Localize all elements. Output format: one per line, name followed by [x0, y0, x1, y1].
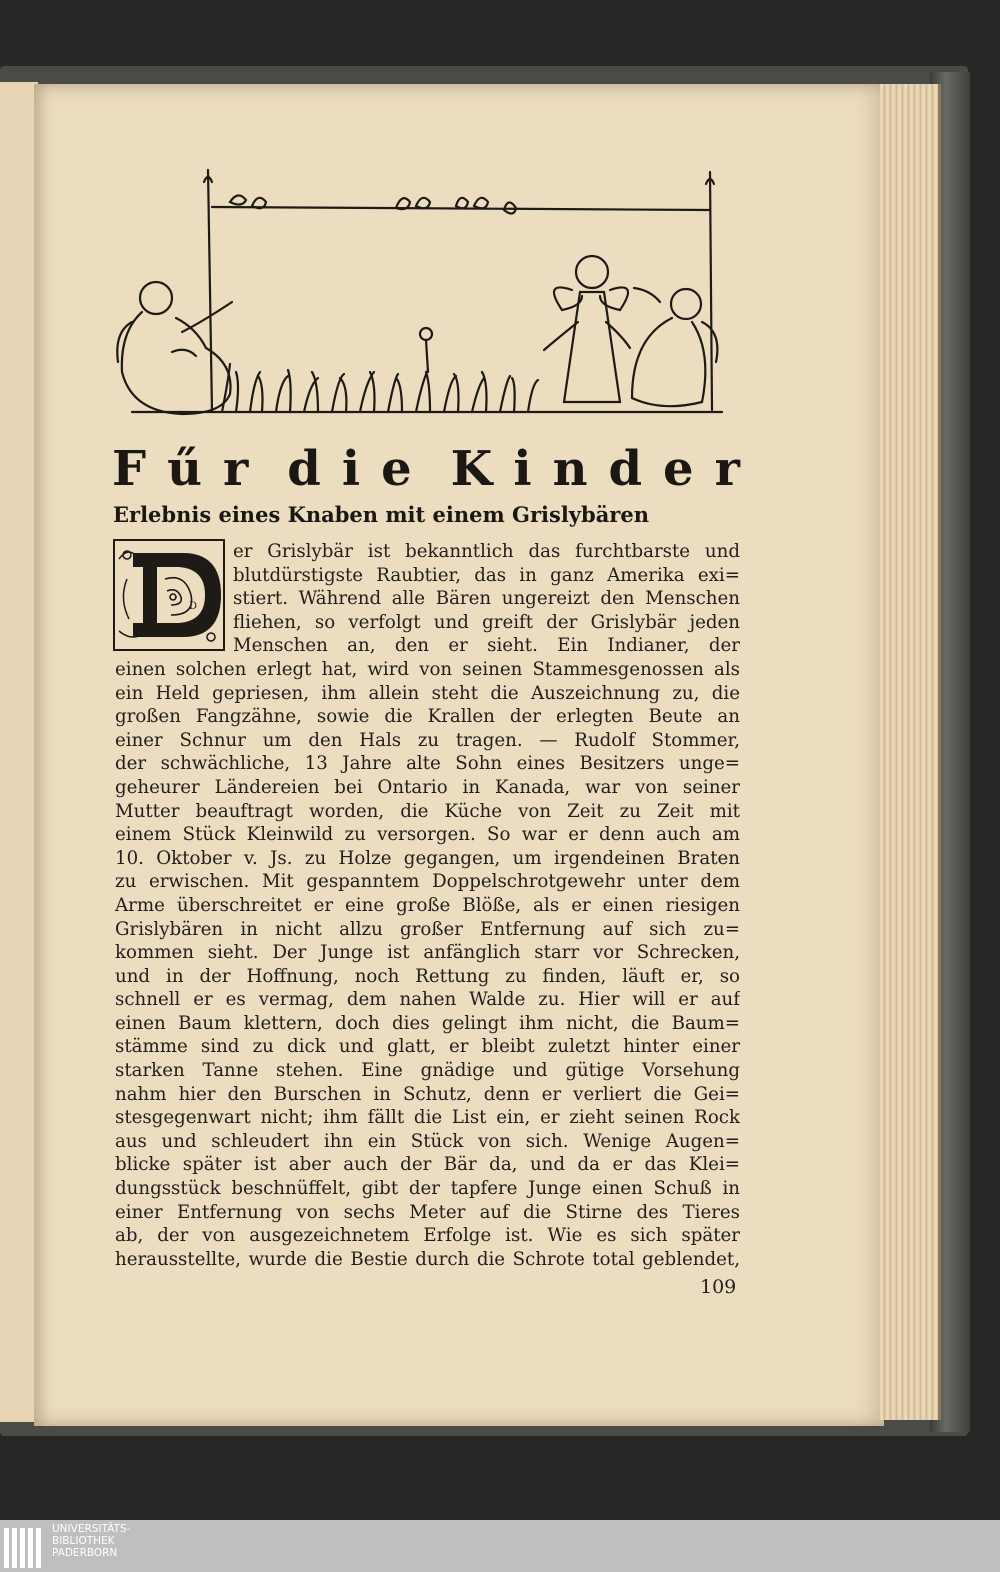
heading-letter: ű [167, 441, 202, 497]
text-line: Grislybären in nicht allzu großer Entfernung auf sich zu= [115, 918, 740, 940]
dropcap-letter: D [189, 601, 198, 612]
library-name-line: BIBLIOTHEK [52, 1535, 115, 1547]
text-line: starken Tanne stehen. Eine gnädige und gütige Vorsehung [115, 1060, 740, 1082]
text-line: Mutter beauftragt worden, die Küche von Zeit zu Zeit mit [115, 800, 740, 822]
text-line: blutdürstigste Raubtier, das in ganz Amerika exi= [233, 564, 740, 586]
library-name-line: PADERBORN [52, 1547, 118, 1559]
text-line: stesgegenwart nicht; ihm fällt die List ein, er zieht seinen Rock [115, 1107, 740, 1129]
text-line: stiert. Während alle Bären ungereizt den Menschen [233, 588, 740, 610]
text-line: stämme sind zu dick und glatt, er bleibt zuletzt hinter einer [115, 1036, 740, 1058]
page-number: 109 [700, 1276, 737, 1298]
text-line: der schwächliche, 13 Jahre alte Sohn eines Besitzers unge= [115, 753, 740, 775]
heading-letter: K [450, 441, 493, 497]
text-line: 10. Oktober v. Js. zu Holze gegangen, um irgendeinen Braten [115, 847, 740, 869]
text-line: nahm hier den Burschen in Schutz, denn er verliert die Gei= [115, 1083, 740, 1105]
text-line: schnell er es vermag, dem nahen Walde zu. Hier will er auf [115, 989, 740, 1011]
heading-letter: F [112, 441, 147, 497]
text-line: zu erwischen. Mit gespanntem Doppelschrotgewehr unter dem [115, 871, 740, 893]
text-line: Menschen an, den er sieht. Ein Indianer, der [233, 635, 740, 657]
article-subheading: Erlebnis eines Knaben mit einem Grislybären [113, 502, 649, 527]
heading-letter: d [287, 441, 321, 497]
text-line: kommen sieht. Der Junge ist anfänglich starr vor Schrecken, [115, 942, 740, 964]
text-line: Arme überschreitet er eine große Blöße, als er einen riesigen [115, 894, 740, 916]
text-line: fliehen, so verfolgt und greift der Grislybär jeden [233, 611, 740, 633]
text-line: und in der Hoffnung, noch Rettung zu finden, läuft er, so [115, 965, 740, 987]
library-name [52, 1523, 130, 1559]
page-stack-edges [880, 84, 941, 1420]
text-line: blicke später ist aber auch der Bär da, und da er das Klei= [115, 1154, 740, 1176]
children-illustration [112, 162, 734, 424]
text-line: dungsstück beschnüffelt, gibt der tapfere Junge einen Schuß in [115, 1178, 740, 1200]
text-line: einer Entfernung von sechs Meter auf die Stirne des Tieres [115, 1201, 740, 1223]
heading-letter: e [381, 441, 412, 497]
text-line: ein Held gepriesen, ihm allein steht die Auszeichnung zu, die [115, 682, 740, 704]
heading-letter: i [513, 441, 532, 497]
section-heading [112, 437, 740, 497]
heading-letter: i [341, 441, 361, 497]
heading-letter: d [608, 441, 643, 497]
text-line: einer Schnur um den Hals zu tragen. — Rudolf Stommer, [115, 729, 740, 751]
heading-letter: r [714, 441, 740, 497]
heading-letter: n [552, 441, 588, 497]
library-logo-icon [0, 1520, 50, 1572]
text-line: geheurer Ländereien bei Ontario in Kanada, war von seiner [115, 776, 740, 798]
text-line: herausstellte, wurde die Bestie durch die Schrote total geblendet, [115, 1248, 740, 1270]
text-line: einem Stück Kleinwild zu versorgen. So war er denn auch am [115, 824, 740, 846]
library-footer-bar [0, 1520, 1000, 1572]
text-line: er Grislybär ist bekanntlich das furchtbarste und [233, 541, 740, 562]
library-name-line: UNIVERSITÄTS- [52, 1523, 131, 1535]
text-line: ab, der von ausgezeichnetem Erfolge ist. Wie es sich später [115, 1225, 740, 1247]
article-body [115, 540, 740, 1271]
text-line: aus und schleudert ihn ein Stück von sich. Wenige Augen= [115, 1130, 740, 1152]
heading-letter: e [663, 441, 694, 497]
text-line: einen solchen erlegt hat, wird von seinen Stammesgenossen als [115, 658, 740, 680]
text-line: großen Fangzähne, sowie die Krallen der erlegten Beute an [115, 706, 740, 728]
heading-letter: r [222, 441, 249, 497]
text-line: einen Baum klettern, doch dies gelingt ihm nicht, die Baum= [115, 1012, 740, 1034]
